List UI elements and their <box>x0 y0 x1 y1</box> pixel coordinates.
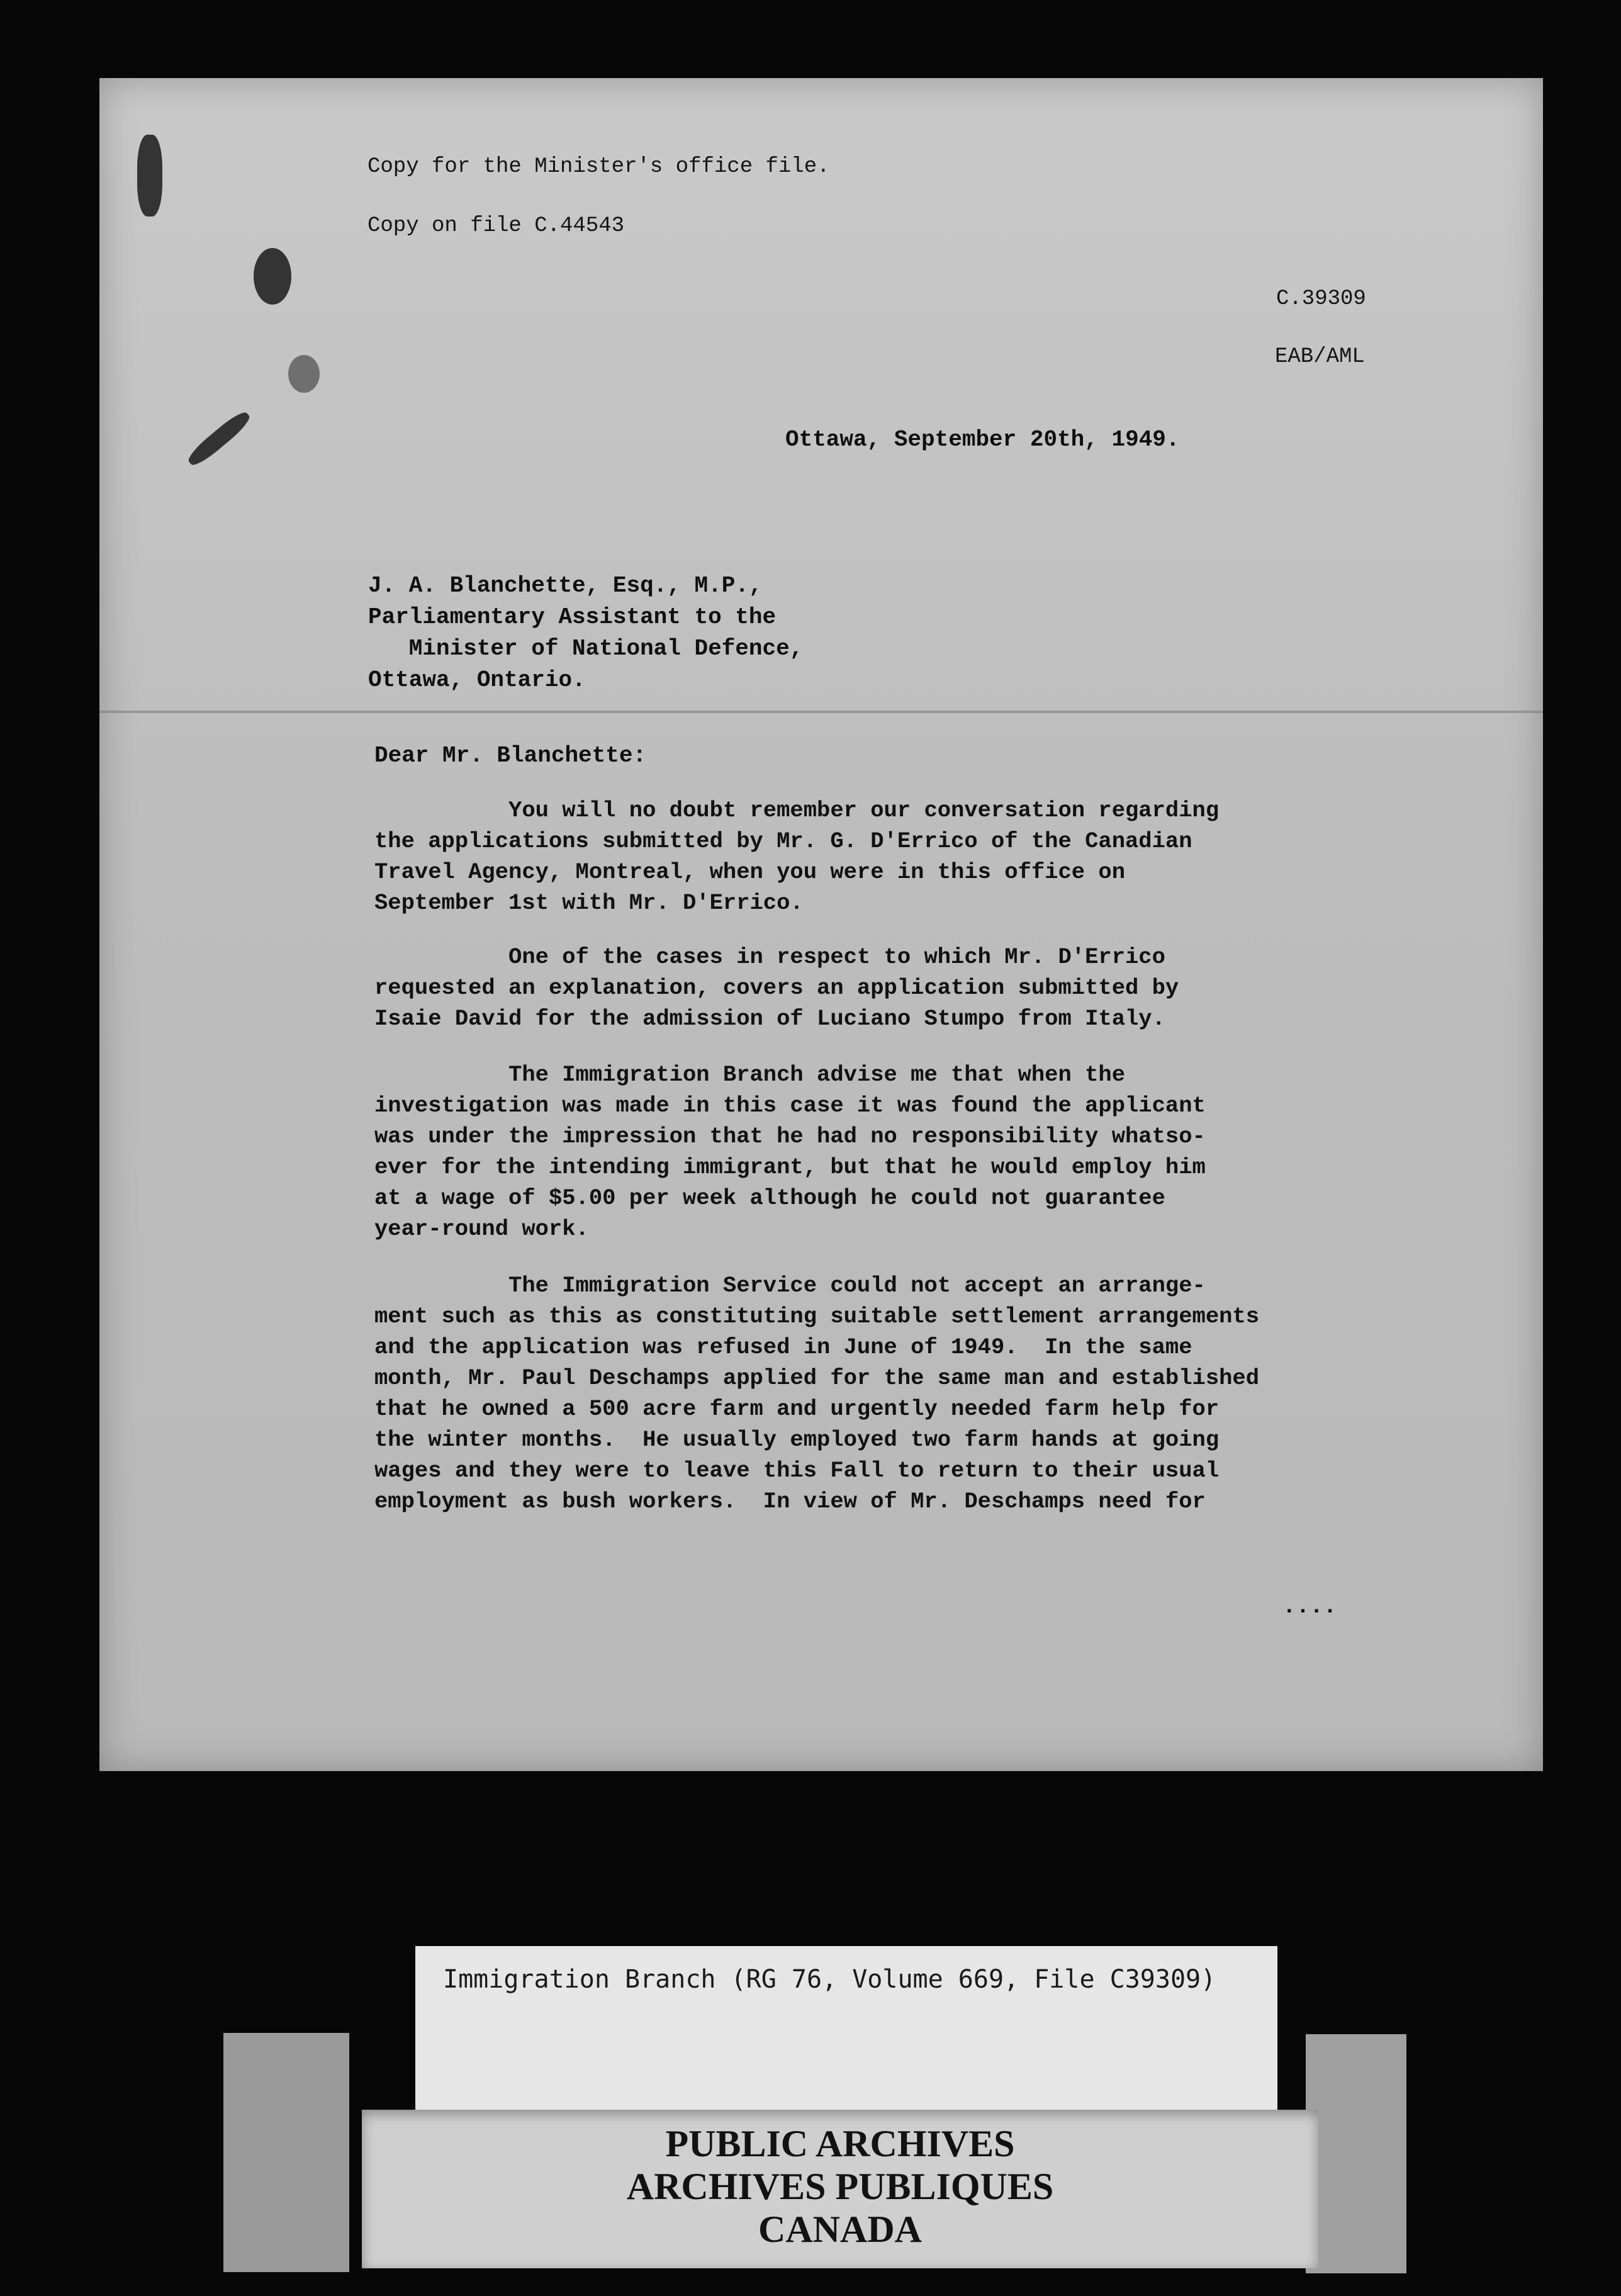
copy-note-2: Copy on file C.44543 <box>367 214 625 238</box>
file-reference: C.39309 <box>1276 287 1366 311</box>
ink-stain <box>288 355 320 393</box>
recipient-line: Minister of National Defence, <box>368 636 804 661</box>
body-line: wages and they were to leave this Fall to return to their usual <box>374 1458 1220 1483</box>
body-line: ever for the intending immigrant, but that he would employ him <box>374 1154 1206 1180</box>
body-line: Isaie David for the admission of Luciano Stumpo from Italy. <box>374 1006 1165 1032</box>
continuation-mark: .... <box>1282 1594 1337 1619</box>
body-line: year-round work. <box>374 1216 589 1242</box>
body-line: You will no doubt remember our conversation regarding <box>374 797 1220 823</box>
body-line: September 1st with Mr. D'Errico. <box>374 890 804 916</box>
date-line: Ottawa, September 20th, 1949. <box>785 427 1180 453</box>
letter-page <box>99 78 1543 1771</box>
salutation: Dear Mr. Blanchette: <box>374 743 647 768</box>
stamp-line-1: PUBLIC ARCHIVES <box>665 2123 1015 2164</box>
body-line: requested an explanation, covers an application submitted by <box>374 975 1179 1001</box>
body-line: employment as bush workers. In view of Mr. Deschamps need for <box>374 1488 1206 1514</box>
ink-stain <box>254 248 291 305</box>
body-line: the applications submitted by Mr. G. D'Errico of the Canadian <box>374 828 1192 854</box>
ink-stain <box>185 408 254 469</box>
body-line: month, Mr. Paul Deschamps applied for the same man and established <box>374 1365 1260 1391</box>
typist-initials: EAB/AML <box>1275 345 1365 369</box>
body-line: The Immigration Service could not accept an arrange- <box>374 1273 1206 1298</box>
recipient-line: Parliamentary Assistant to the <box>368 604 777 630</box>
body-line: investigation was made in this case it was found the applicant <box>374 1093 1206 1118</box>
body-line: ment such as this as constituting suitable settlement arrangements <box>374 1303 1260 1329</box>
card-tab-right <box>1306 2034 1406 2273</box>
copy-note-1: Copy for the Minister's office file. <box>367 155 830 179</box>
body-line: Travel Agency, Montreal, when you were in this office on <box>374 859 1125 885</box>
body-line: at a wage of $5.00 per week although he could not guarantee <box>374 1185 1165 1211</box>
stamp-line-2: ARCHIVES PUBLIQUES <box>626 2166 1054 2207</box>
stamp-line-3: CANADA <box>758 2209 922 2250</box>
fold-line <box>99 711 1543 713</box>
body-line: One of the cases in respect to which Mr. D'Errico <box>374 944 1165 970</box>
recipient-line: J. A. Blanchette, Esq., M.P., <box>368 573 763 599</box>
body-line: was under the impression that he had no responsibility whatso- <box>374 1123 1206 1149</box>
recipient-line: Ottawa, Ontario. <box>368 667 586 693</box>
body-line: the winter months. He usually employed two farm hands at going <box>374 1427 1220 1453</box>
archive-stamp <box>362 2110 1318 2268</box>
label-text: Immigration Branch (RG 76, Volume 669, File C39309) <box>443 1965 1216 1994</box>
card-tab-left <box>223 2033 349 2272</box>
body-line: and the application was refused in June of 1949. In the same <box>374 1334 1192 1360</box>
body-line: The Immigration Branch advise me that when the <box>374 1062 1125 1088</box>
body-line: that he owned a 500 acre farm and urgently needed farm help for <box>374 1396 1220 1422</box>
ink-stain <box>137 135 162 217</box>
